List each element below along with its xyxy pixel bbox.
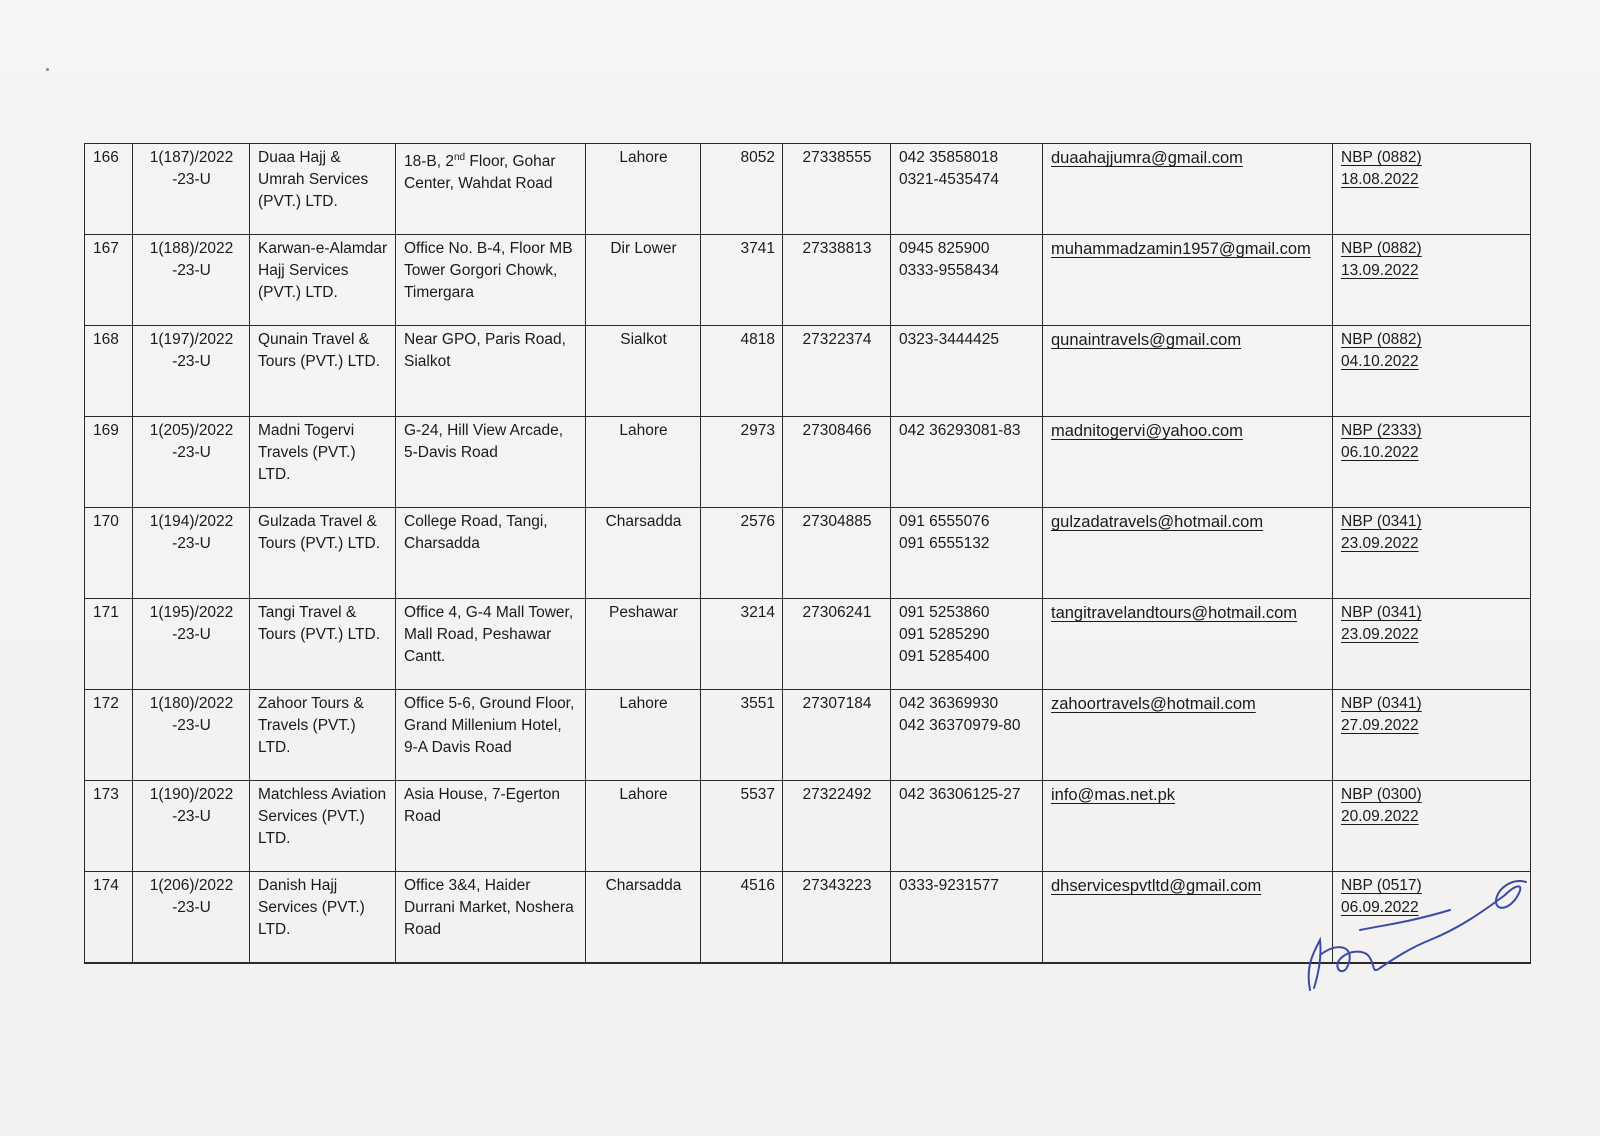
bank-branch: NBP (0341) — [1341, 513, 1422, 530]
email-link[interactable]: dhservicespvtltd@gmail.com — [1051, 877, 1262, 895]
address-text: 18-B, 2 — [404, 153, 454, 171]
address-text: Office 3&4, Haider Durrani Market, Noshera Road — [404, 877, 574, 938]
company-name-cell — [250, 690, 396, 781]
email-link[interactable]: tangitravelandtours@hotmail.com — [1051, 604, 1298, 622]
code-cell — [701, 872, 783, 963]
city-cell — [586, 417, 701, 508]
city: Charsadda — [605, 513, 682, 530]
email-link[interactable]: info@mas.net.pk — [1051, 786, 1176, 804]
ntn-cell — [783, 326, 891, 417]
serial-number: 169 — [93, 422, 119, 439]
code-cell — [701, 326, 783, 417]
file-number-line: -23-U — [172, 808, 211, 825]
company-name: Matchless Aviation Services (PVT.) LTD. — [258, 786, 387, 847]
address-text: Floor, Gohar Center, Wahdat Road — [404, 153, 556, 193]
email-link[interactable]: madnitogervi@yahoo.com — [1051, 422, 1243, 440]
ntn: 27343223 — [802, 877, 872, 894]
bank-branch: NBP (0300) — [1341, 786, 1422, 803]
serial-number: 166 — [93, 149, 119, 166]
city-cell — [586, 599, 701, 690]
scan-speck — [46, 68, 49, 71]
table-row — [85, 508, 1531, 599]
address-cell — [396, 599, 586, 690]
ntn: 27338555 — [802, 149, 872, 166]
email-cell — [1043, 326, 1333, 417]
deposit-date: 18.08.2022 — [1341, 171, 1419, 188]
ntn-cell — [783, 417, 891, 508]
file-number-line: -23-U — [172, 353, 211, 370]
table-row — [85, 781, 1531, 872]
email-cell — [1043, 508, 1333, 599]
ntn-cell — [783, 690, 891, 781]
company-name: Zahoor Tours & Travels (PVT.) LTD. — [258, 695, 364, 756]
code: 4818 — [740, 331, 775, 348]
bank-cell — [1333, 508, 1531, 599]
email-link[interactable]: muhammadzamin1957@gmail.com — [1051, 240, 1311, 258]
phone-number: 091 5253860 — [899, 604, 990, 621]
phone-number: 042 36370979-80 — [899, 717, 1021, 734]
address-text: Office 4, G-4 Mall Tower, Mall Road, Peshawar Cantt. — [404, 604, 574, 665]
email-link[interactable]: zahoortravels@hotmail.com — [1051, 695, 1256, 713]
ntn: 27306241 — [802, 604, 872, 621]
company-name: Tangi Travel & Tours (PVT.) LTD. — [258, 604, 381, 643]
phone-cell — [891, 144, 1043, 235]
file-number-cell — [133, 599, 250, 690]
file-number-line: -23-U — [172, 444, 211, 461]
address-cell — [396, 872, 586, 963]
file-number-line: 1(187)/2022 — [149, 149, 234, 166]
code: 4516 — [740, 877, 775, 894]
phone-number: 091 6555132 — [899, 535, 990, 552]
address-cell — [396, 326, 586, 417]
phone-cell — [891, 781, 1043, 872]
company-name-cell — [250, 144, 396, 235]
phone-number: 091 5285290 — [899, 626, 990, 643]
company-name-cell — [250, 872, 396, 963]
serial-number: 168 — [93, 331, 119, 348]
city-cell — [586, 781, 701, 872]
bank-cell — [1333, 144, 1531, 235]
company-name: Duaa Hajj & Umrah Services (PVT.) LTD. — [258, 149, 369, 210]
code-cell — [701, 235, 783, 326]
email-cell — [1043, 144, 1333, 235]
serial-number-cell — [85, 326, 133, 417]
file-number-cell — [133, 326, 250, 417]
address-text: Office 5-6, Ground Floor, Grand Millenium Hotel, 9-A Davis Road — [404, 695, 575, 756]
file-number-line: -23-U — [172, 171, 211, 188]
phone-number: 0333-9231577 — [899, 877, 999, 894]
company-name: Danish Hajj Services (PVT.) LTD. — [258, 877, 365, 938]
serial-number: 170 — [93, 513, 119, 530]
phone-cell — [891, 508, 1043, 599]
code-cell — [701, 508, 783, 599]
phone-number: 042 36306125-27 — [899, 786, 1021, 803]
deposit-date: 20.09.2022 — [1341, 808, 1419, 825]
address-cell — [396, 781, 586, 872]
file-number-cell — [133, 417, 250, 508]
city: Dir Lower — [610, 240, 677, 257]
ordinal-suffix: nd — [453, 152, 466, 163]
table-row — [85, 326, 1531, 417]
phone-number: 091 5285400 — [899, 648, 990, 665]
code: 2576 — [740, 513, 775, 530]
city-cell — [586, 690, 701, 781]
deposit-date: 06.09.2022 — [1341, 899, 1419, 916]
ntn: 27308466 — [802, 422, 872, 439]
deposit-date: 04.10.2022 — [1341, 353, 1419, 370]
file-number-line: 1(188)/2022 — [149, 240, 234, 257]
company-name: Madni Togervi Travels (PVT.) LTD. — [258, 422, 356, 483]
address-text: Office No. B-4, Floor MB Tower Gorgori Chowk, Timergara — [404, 240, 573, 301]
bank-branch: NBP (0882) — [1341, 331, 1422, 348]
file-number-cell — [133, 690, 250, 781]
file-number-line: 1(180)/2022 — [149, 695, 234, 712]
table-row — [85, 417, 1531, 508]
code-cell — [701, 599, 783, 690]
code-cell — [701, 781, 783, 872]
file-number-line: 1(205)/2022 — [149, 422, 234, 439]
table-row — [85, 235, 1531, 326]
bank-branch: NBP (0517) — [1341, 877, 1422, 894]
table-row — [85, 599, 1531, 690]
serial-number-cell — [85, 144, 133, 235]
company-name-cell — [250, 599, 396, 690]
phone-number: 091 6555076 — [899, 513, 990, 530]
bank-cell — [1333, 326, 1531, 417]
serial-number: 167 — [93, 240, 119, 257]
email-cell — [1043, 872, 1333, 963]
serial-number-cell — [85, 235, 133, 326]
bank-cell — [1333, 235, 1531, 326]
bank-cell — [1333, 417, 1531, 508]
code-cell — [701, 690, 783, 781]
phone-cell — [891, 690, 1043, 781]
bank-branch: NBP (0882) — [1341, 240, 1422, 257]
table-row — [85, 690, 1531, 781]
registration-table — [84, 143, 1531, 964]
email-cell — [1043, 599, 1333, 690]
company-name-cell — [250, 417, 396, 508]
file-number-line: -23-U — [172, 626, 211, 643]
serial-number: 172 — [93, 695, 119, 712]
phone-cell — [891, 417, 1043, 508]
city-cell — [586, 508, 701, 599]
email-link[interactable]: qunaintravels@gmail.com — [1051, 331, 1242, 349]
address-cell — [396, 144, 586, 235]
file-number-cell — [133, 781, 250, 872]
email-cell — [1043, 417, 1333, 508]
code: 5537 — [740, 786, 775, 803]
address-cell — [396, 235, 586, 326]
city: Lahore — [619, 695, 668, 712]
bank-branch: NBP (0341) — [1341, 695, 1422, 712]
bank-cell — [1333, 599, 1531, 690]
phone-number: 0333-9558434 — [899, 262, 999, 279]
ntn: 27322374 — [802, 331, 872, 348]
file-number-cell — [133, 872, 250, 963]
email-cell — [1043, 781, 1333, 872]
phone-number: 0321-4535474 — [899, 171, 999, 188]
ntn-cell — [783, 144, 891, 235]
file-number-line: 1(206)/2022 — [149, 877, 234, 894]
address-text: Near GPO, Paris Road, Sialkot — [404, 331, 566, 370]
phone-number: 042 35858018 — [899, 149, 999, 166]
deposit-date: 27.09.2022 — [1341, 717, 1419, 734]
ntn: 27307184 — [802, 695, 872, 712]
file-number-line: 1(194)/2022 — [149, 513, 234, 530]
deposit-date: 13.09.2022 — [1341, 262, 1419, 279]
code: 8052 — [740, 149, 775, 166]
ntn-cell — [783, 781, 891, 872]
code: 3741 — [740, 240, 775, 257]
bank-branch: NBP (0882) — [1341, 149, 1422, 166]
address-text: G-24, Hill View Arcade, 5-Davis Road — [404, 422, 564, 461]
address-cell — [396, 508, 586, 599]
file-number-cell — [133, 508, 250, 599]
table-row — [85, 144, 1531, 235]
code-cell — [701, 417, 783, 508]
email-cell — [1043, 235, 1333, 326]
email-cell — [1043, 690, 1333, 781]
serial-number: 173 — [93, 786, 119, 803]
deposit-date: 23.09.2022 — [1341, 626, 1419, 643]
city-cell — [586, 144, 701, 235]
ntn-cell — [783, 872, 891, 963]
city: Sialkot — [620, 331, 667, 348]
deposit-date: 06.10.2022 — [1341, 444, 1419, 461]
file-number-line: -23-U — [172, 535, 211, 552]
phone-number: 0323-3444425 — [899, 331, 999, 348]
email-link[interactable]: duaahajjumra@gmail.com — [1051, 149, 1243, 167]
city-cell — [586, 326, 701, 417]
address-cell — [396, 690, 586, 781]
handwritten-signature — [1300, 870, 1530, 1000]
code: 2973 — [740, 422, 775, 439]
phone-cell — [891, 872, 1043, 963]
deposit-date: 23.09.2022 — [1341, 535, 1419, 552]
email-link[interactable]: gulzadatravels@hotmail.com — [1051, 513, 1264, 531]
phone-cell — [891, 235, 1043, 326]
company-name-cell — [250, 781, 396, 872]
ntn-cell — [783, 235, 891, 326]
phone-cell — [891, 326, 1043, 417]
company-name-cell — [250, 235, 396, 326]
file-number-line: -23-U — [172, 899, 211, 916]
ntn-cell — [783, 599, 891, 690]
ntn: 27304885 — [802, 513, 872, 530]
address-text: College Road, Tangi, Charsadda — [404, 513, 548, 552]
serial-number-cell — [85, 690, 133, 781]
city: Lahore — [619, 786, 668, 803]
company-name-cell — [250, 508, 396, 599]
code: 3214 — [740, 604, 775, 621]
phone-number: 042 36293081-83 — [899, 422, 1021, 439]
serial-number-cell — [85, 508, 133, 599]
company-name-cell — [250, 326, 396, 417]
code: 3551 — [740, 695, 775, 712]
city: Charsadda — [605, 877, 682, 894]
ntn: 27322492 — [802, 786, 872, 803]
bank-branch: NBP (0341) — [1341, 604, 1422, 621]
address-cell — [396, 417, 586, 508]
city-cell — [586, 872, 701, 963]
address-text: Asia House, 7-Egerton Road — [404, 786, 560, 825]
serial-number: 171 — [93, 604, 119, 621]
serial-number: 174 — [93, 877, 119, 894]
file-number-cell — [133, 144, 250, 235]
bank-cell — [1333, 690, 1531, 781]
city: Lahore — [619, 149, 668, 166]
ntn: 27338813 — [802, 240, 872, 257]
serial-number-cell — [85, 872, 133, 963]
file-number-line: 1(197)/2022 — [149, 331, 234, 348]
city-cell — [586, 235, 701, 326]
company-name: Qunain Travel & Tours (PVT.) LTD. — [258, 331, 381, 370]
phone-number: 042 36369930 — [899, 695, 999, 712]
phone-number: 0945 825900 — [899, 240, 990, 257]
serial-number-cell — [85, 417, 133, 508]
file-number-line: 1(195)/2022 — [149, 604, 234, 621]
file-number-line: -23-U — [172, 262, 211, 279]
company-name: Karwan-e-Alamdar Hajj Services (PVT.) LTD. — [258, 240, 388, 301]
bank-branch: NBP (2333) — [1341, 422, 1422, 439]
city: Lahore — [619, 422, 668, 439]
file-number-cell — [133, 235, 250, 326]
ntn-cell — [783, 508, 891, 599]
bank-cell — [1333, 781, 1531, 872]
phone-cell — [891, 599, 1043, 690]
file-number-line: -23-U — [172, 717, 211, 734]
serial-number-cell — [85, 781, 133, 872]
code-cell — [701, 144, 783, 235]
city: Peshawar — [609, 604, 678, 621]
file-number-line: 1(190)/2022 — [149, 786, 234, 803]
serial-number-cell — [85, 599, 133, 690]
company-name: Gulzada Travel & Tours (PVT.) LTD. — [258, 513, 381, 552]
